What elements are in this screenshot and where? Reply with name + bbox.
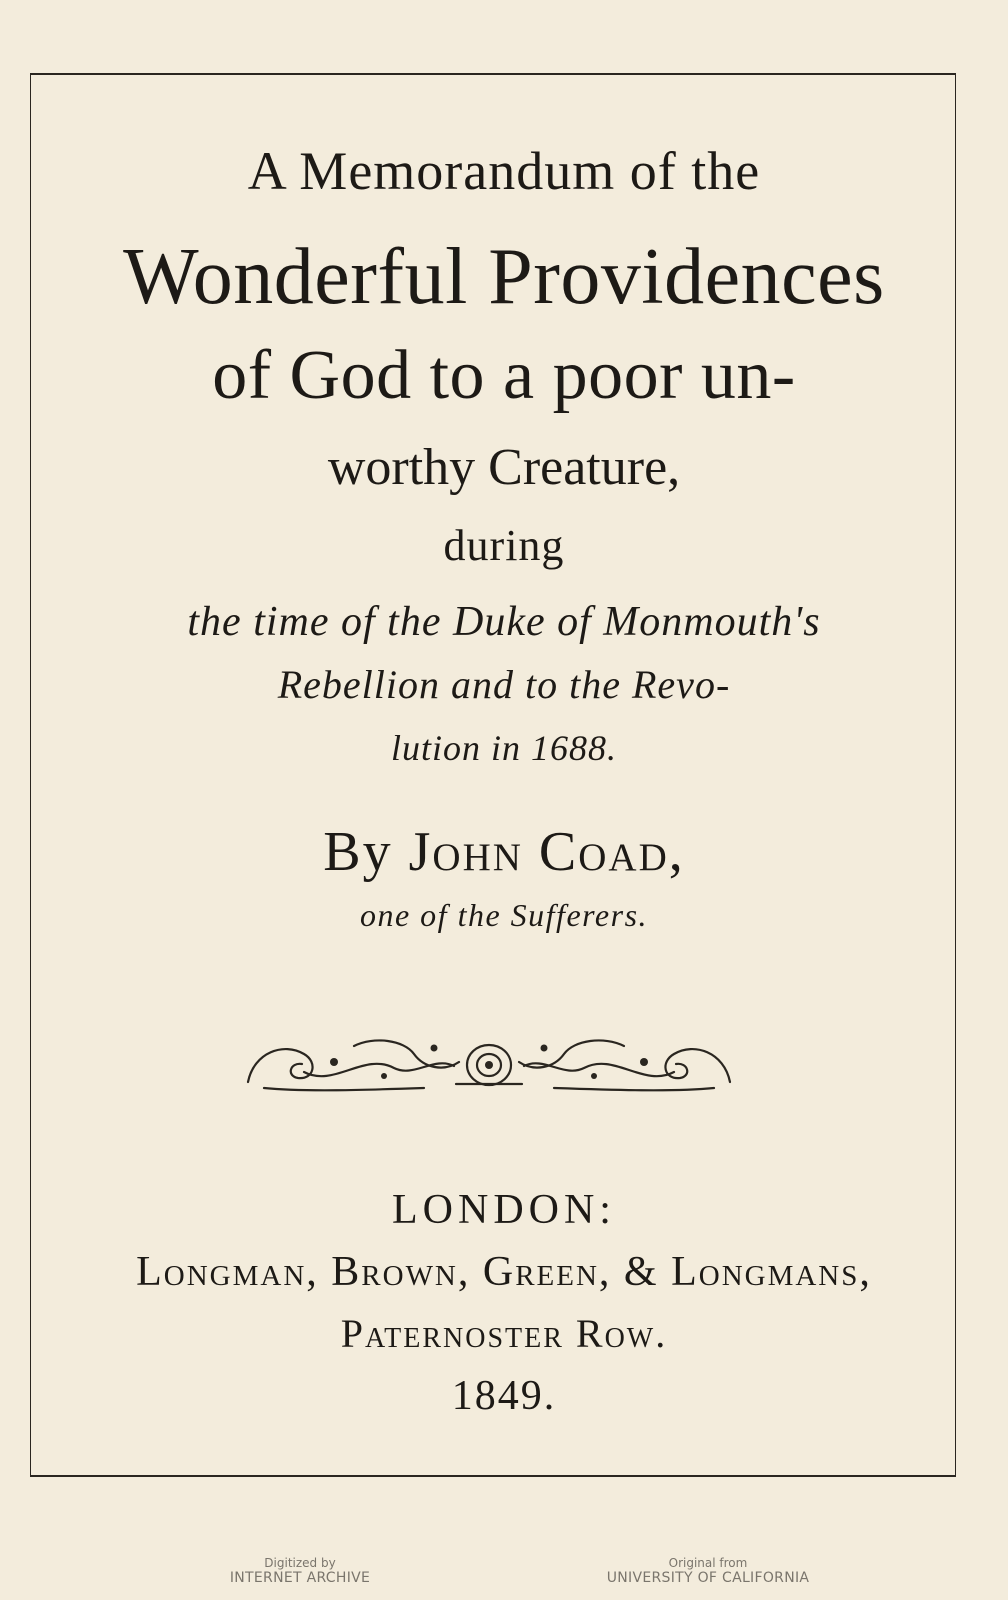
original-from-label: Original from [668, 1556, 748, 1570]
original-from-watermark [578, 1556, 838, 1587]
digitized-by-label: Digitized by [264, 1556, 336, 1570]
digitized-by-watermark [200, 1556, 400, 1587]
imprint-city: LONDON: [392, 1187, 616, 1233]
border-rule-bottom [30, 1475, 956, 1477]
title-line-1: A Memorandum of the [247, 141, 761, 201]
by-prefix: By [323, 821, 393, 883]
floral-scroll-ornament-icon [244, 1032, 734, 1094]
internet-archive-label: INTERNET ARCHIVE [229, 1570, 371, 1586]
author-note: one of the Sufferers. [359, 897, 649, 933]
university-label: UNIVERSITY OF CALIFORNIA [606, 1570, 810, 1586]
author-line [0, 820, 1008, 884]
imprint-publisher: Longman, Brown, Green, & Longmans, [136, 1249, 872, 1295]
subtitle-line-2: Rebellion and to the Revo- [277, 662, 731, 707]
title-line-3: of God to a poor un- [212, 337, 796, 414]
author-name: John Coad, [408, 821, 685, 883]
imprint-address: Paternoster Row. [340, 1311, 668, 1356]
title-line-2: Wonderful Providences [123, 233, 885, 321]
subtitle-line-1: the time of the Duke of Monmouth's [187, 599, 821, 645]
title-line-4: worthy Creature, [327, 439, 681, 496]
title-line-5: during [443, 521, 565, 570]
subtitle-line-3: lution in 1688. [390, 728, 617, 768]
imprint-year: 1849. [451, 1373, 557, 1419]
